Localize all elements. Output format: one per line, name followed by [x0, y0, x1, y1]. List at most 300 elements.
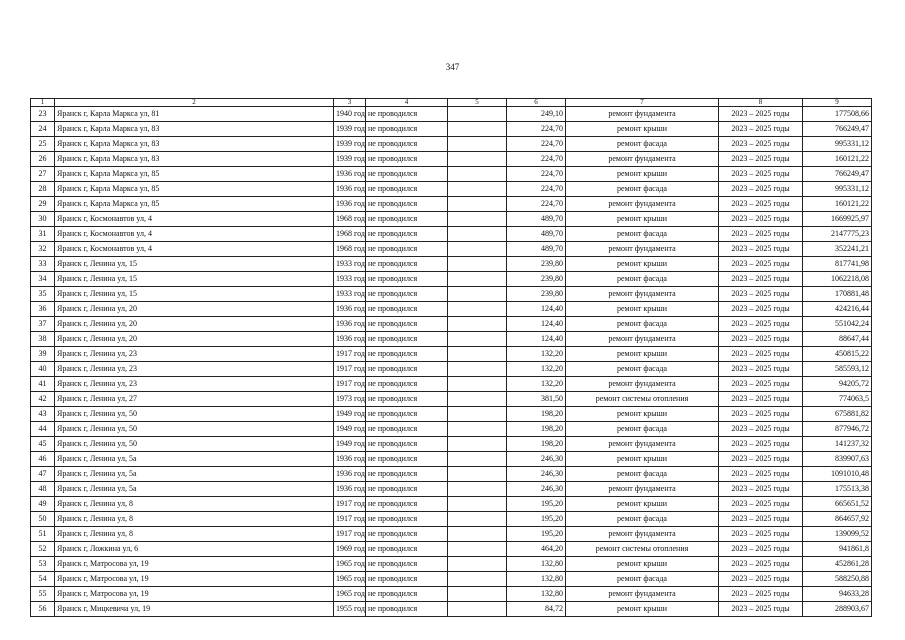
cost-cell: 551042,24: [803, 317, 872, 332]
table-row: [31, 407, 872, 422]
last-repair-cell: не проводился: [366, 452, 448, 467]
empty-cell: [448, 227, 507, 242]
address-cell: Яранск г, Ленина ул, 27: [55, 392, 334, 407]
address-cell: Яранск г, Карла Маркса ул, 85: [55, 167, 334, 182]
address-cell: Яранск г, Ленина ул, 5а: [55, 467, 334, 482]
area-cell: 224,70: [507, 182, 566, 197]
work-type-cell: ремонт фасада: [566, 137, 719, 152]
build-year-cell: 1917 год: [334, 497, 366, 512]
build-year-cell: 1939 год: [334, 122, 366, 137]
column-number: 4: [366, 99, 448, 107]
cost-cell: 766249,47: [803, 122, 872, 137]
address-cell: Яранск г, Карла Маркса ул, 85: [55, 197, 334, 212]
work-type-cell: ремонт фундамента: [566, 152, 719, 167]
table-row: [31, 257, 872, 272]
cost-cell: 2147775,23: [803, 227, 872, 242]
last-repair-cell: не проводился: [366, 347, 448, 362]
period-cell: 2023 – 2025 годы: [719, 407, 803, 422]
table-row: [31, 332, 872, 347]
period-cell: 2023 – 2025 годы: [719, 392, 803, 407]
cost-cell: 352241,21: [803, 242, 872, 257]
column-number: 6: [507, 99, 566, 107]
period-cell: 2023 – 2025 годы: [719, 362, 803, 377]
work-type-cell: ремонт крыши: [566, 497, 719, 512]
column-number-row: [31, 99, 872, 107]
build-year-cell: 1936 год: [334, 467, 366, 482]
address-cell: Яранск г, Мицкевича ул, 19: [55, 602, 334, 617]
last-repair-cell: не проводился: [366, 467, 448, 482]
cost-cell: 94633,28: [803, 587, 872, 602]
work-type-cell: ремонт крыши: [566, 302, 719, 317]
empty-cell: [448, 347, 507, 362]
area-cell: 224,70: [507, 152, 566, 167]
row-number-cell: 52: [31, 542, 55, 557]
column-number: 2: [55, 99, 334, 107]
area-cell: 381,50: [507, 392, 566, 407]
build-year-cell: 1936 год: [334, 197, 366, 212]
cost-cell: 94205,72: [803, 377, 872, 392]
address-cell: Яранск г, Карла Маркса ул, 83: [55, 137, 334, 152]
empty-cell: [448, 182, 507, 197]
row-number-cell: 36: [31, 302, 55, 317]
last-repair-cell: не проводился: [366, 302, 448, 317]
period-cell: 2023 – 2025 годы: [719, 287, 803, 302]
table-row: [31, 287, 872, 302]
period-cell: 2023 – 2025 годы: [719, 542, 803, 557]
row-number-cell: 28: [31, 182, 55, 197]
work-type-cell: ремонт крыши: [566, 167, 719, 182]
row-number-cell: 29: [31, 197, 55, 212]
build-year-cell: 1917 год: [334, 362, 366, 377]
last-repair-cell: не проводился: [366, 242, 448, 257]
area-cell: 239,80: [507, 272, 566, 287]
area-cell: 239,80: [507, 257, 566, 272]
build-year-cell: 1949 год: [334, 407, 366, 422]
row-number-cell: 27: [31, 167, 55, 182]
cost-cell: 141237,32: [803, 437, 872, 452]
work-type-cell: ремонт фундамента: [566, 107, 719, 122]
area-cell: 132,80: [507, 587, 566, 602]
column-number: 8: [719, 99, 803, 107]
period-cell: 2023 – 2025 годы: [719, 347, 803, 362]
work-type-cell: ремонт крыши: [566, 557, 719, 572]
period-cell: 2023 – 2025 годы: [719, 272, 803, 287]
address-cell: Яранск г, Ленина ул, 20: [55, 317, 334, 332]
last-repair-cell: не проводился: [366, 287, 448, 302]
build-year-cell: 1965 год: [334, 572, 366, 587]
empty-cell: [448, 137, 507, 152]
last-repair-cell: не проводился: [366, 482, 448, 497]
build-year-cell: 1939 год: [334, 137, 366, 152]
table-row: [31, 452, 872, 467]
area-cell: 224,70: [507, 137, 566, 152]
work-type-cell: ремонт фасада: [566, 227, 719, 242]
work-type-cell: ремонт фасада: [566, 572, 719, 587]
work-type-cell: ремонт системы отопления: [566, 542, 719, 557]
row-number-cell: 31: [31, 227, 55, 242]
period-cell: 2023 – 2025 годы: [719, 227, 803, 242]
work-type-cell: ремонт системы отопления: [566, 392, 719, 407]
row-number-cell: 51: [31, 527, 55, 542]
area-cell: 132,20: [507, 362, 566, 377]
address-cell: Яранск г, Матросова ул, 19: [55, 572, 334, 587]
period-cell: 2023 – 2025 годы: [719, 137, 803, 152]
period-cell: 2023 – 2025 годы: [719, 167, 803, 182]
row-number-cell: 38: [31, 332, 55, 347]
work-type-cell: ремонт фундамента: [566, 287, 719, 302]
area-cell: 124,40: [507, 332, 566, 347]
table-row: [31, 197, 872, 212]
cost-cell: 175513,38: [803, 482, 872, 497]
period-cell: 2023 – 2025 годы: [719, 257, 803, 272]
table-row: [31, 122, 872, 137]
work-type-cell: ремонт крыши: [566, 602, 719, 617]
empty-cell: [448, 437, 507, 452]
row-number-cell: 56: [31, 602, 55, 617]
last-repair-cell: не проводился: [366, 407, 448, 422]
empty-cell: [448, 542, 507, 557]
row-number-cell: 34: [31, 272, 55, 287]
column-number: 9: [803, 99, 872, 107]
area-cell: 224,70: [507, 167, 566, 182]
last-repair-cell: не проводился: [366, 437, 448, 452]
work-type-cell: ремонт фасада: [566, 512, 719, 527]
last-repair-cell: не проводился: [366, 362, 448, 377]
area-cell: 124,40: [507, 317, 566, 332]
address-cell: Яранск г, Ленина ул, 5а: [55, 452, 334, 467]
table-row: [31, 242, 872, 257]
build-year-cell: 1939 год: [334, 152, 366, 167]
column-number: 3: [334, 99, 366, 107]
last-repair-cell: не проводился: [366, 152, 448, 167]
address-cell: Яранск г, Ленина ул, 8: [55, 512, 334, 527]
table-row: [31, 152, 872, 167]
address-cell: Яранск г, Ложкина ул, 6: [55, 542, 334, 557]
row-number-cell: 32: [31, 242, 55, 257]
table-row: [31, 602, 872, 617]
cost-cell: 1062218,08: [803, 272, 872, 287]
last-repair-cell: не проводился: [366, 212, 448, 227]
build-year-cell: 1965 год: [334, 557, 366, 572]
column-number: 7: [566, 99, 719, 107]
cost-cell: 864657,92: [803, 512, 872, 527]
address-cell: Яранск г, Карла Маркса ул, 83: [55, 122, 334, 137]
period-cell: 2023 – 2025 годы: [719, 437, 803, 452]
address-cell: Яранск г, Ленина ул, 50: [55, 437, 334, 452]
area-cell: 246,30: [507, 482, 566, 497]
period-cell: 2023 – 2025 годы: [719, 467, 803, 482]
address-cell: Яранск г, Ленина ул, 20: [55, 332, 334, 347]
work-type-cell: ремонт крыши: [566, 407, 719, 422]
empty-cell: [448, 122, 507, 137]
period-cell: 2023 – 2025 годы: [719, 317, 803, 332]
period-cell: 2023 – 2025 годы: [719, 497, 803, 512]
period-cell: 2023 – 2025 годы: [719, 527, 803, 542]
work-type-cell: ремонт фасада: [566, 422, 719, 437]
empty-cell: [448, 467, 507, 482]
address-cell: Яранск г, Ленина ул, 23: [55, 347, 334, 362]
area-cell: 239,80: [507, 287, 566, 302]
empty-cell: [448, 287, 507, 302]
work-type-cell: ремонт фундамента: [566, 482, 719, 497]
period-cell: 2023 – 2025 годы: [719, 482, 803, 497]
table-row: [31, 497, 872, 512]
address-cell: Яранск г, Ленина ул, 50: [55, 422, 334, 437]
address-cell: Яранск г, Ленина ул, 20: [55, 302, 334, 317]
row-number-cell: 41: [31, 377, 55, 392]
work-type-cell: ремонт крыши: [566, 257, 719, 272]
build-year-cell: 1933 год: [334, 257, 366, 272]
cost-cell: 450815,22: [803, 347, 872, 362]
build-year-cell: 1936 год: [334, 452, 366, 467]
cost-cell: 424216,44: [803, 302, 872, 317]
address-cell: Яранск г, Матросова ул, 19: [55, 587, 334, 602]
housing-repair-table: [30, 98, 872, 617]
work-type-cell: ремонт фундамента: [566, 377, 719, 392]
last-repair-cell: не проводился: [366, 182, 448, 197]
table-row: [31, 527, 872, 542]
row-number-cell: 53: [31, 557, 55, 572]
cost-cell: 1669925,97: [803, 212, 872, 227]
build-year-cell: 1955 год: [334, 602, 366, 617]
empty-cell: [448, 332, 507, 347]
work-type-cell: ремонт крыши: [566, 347, 719, 362]
empty-cell: [448, 587, 507, 602]
build-year-cell: 1940 год: [334, 107, 366, 122]
build-year-cell: 1936 год: [334, 167, 366, 182]
last-repair-cell: не проводился: [366, 512, 448, 527]
address-cell: Яранск г, Карла Маркса ул, 83: [55, 152, 334, 167]
build-year-cell: 1936 год: [334, 332, 366, 347]
build-year-cell: 1968 год: [334, 212, 366, 227]
address-cell: Яранск г, Ленина ул, 8: [55, 497, 334, 512]
row-number-cell: 42: [31, 392, 55, 407]
cost-cell: 941861,8: [803, 542, 872, 557]
cost-cell: 877946,72: [803, 422, 872, 437]
empty-cell: [448, 197, 507, 212]
period-cell: 2023 – 2025 годы: [719, 122, 803, 137]
area-cell: 224,70: [507, 122, 566, 137]
empty-cell: [448, 527, 507, 542]
cost-cell: 675881,82: [803, 407, 872, 422]
empty-cell: [448, 257, 507, 272]
cost-cell: 774063,5: [803, 392, 872, 407]
address-cell: Яранск г, Космонавтов ул, 4: [55, 242, 334, 257]
table-row: [31, 137, 872, 152]
address-cell: Яранск г, Карла Маркса ул, 81: [55, 107, 334, 122]
last-repair-cell: не проводился: [366, 197, 448, 212]
cost-cell: 170881,48: [803, 287, 872, 302]
period-cell: 2023 – 2025 годы: [719, 302, 803, 317]
build-year-cell: 1968 год: [334, 227, 366, 242]
empty-cell: [448, 362, 507, 377]
cost-cell: 160121,22: [803, 152, 872, 167]
table-row: [31, 167, 872, 182]
period-cell: 2023 – 2025 годы: [719, 212, 803, 227]
address-cell: Яранск г, Ленина ул, 15: [55, 272, 334, 287]
table-row: [31, 182, 872, 197]
area-cell: 124,40: [507, 302, 566, 317]
area-cell: 132,80: [507, 572, 566, 587]
last-repair-cell: не проводился: [366, 332, 448, 347]
work-type-cell: ремонт фасада: [566, 182, 719, 197]
address-cell: Яранск г, Ленина ул, 5а: [55, 482, 334, 497]
period-cell: 2023 – 2025 годы: [719, 557, 803, 572]
area-cell: 489,70: [507, 212, 566, 227]
empty-cell: [448, 422, 507, 437]
area-cell: 246,30: [507, 467, 566, 482]
row-number-cell: 25: [31, 137, 55, 152]
area-cell: 246,30: [507, 452, 566, 467]
last-repair-cell: не проводился: [366, 227, 448, 242]
area-cell: 198,20: [507, 437, 566, 452]
build-year-cell: 1949 год: [334, 437, 366, 452]
area-cell: 132,20: [507, 347, 566, 362]
area-cell: 198,20: [507, 407, 566, 422]
cost-cell: 766249,47: [803, 167, 872, 182]
work-type-cell: ремонт крыши: [566, 122, 719, 137]
area-cell: 195,20: [507, 527, 566, 542]
row-number-cell: 23: [31, 107, 55, 122]
table-row: [31, 572, 872, 587]
last-repair-cell: не проводился: [366, 392, 448, 407]
period-cell: 2023 – 2025 годы: [719, 242, 803, 257]
cost-cell: 452861,28: [803, 557, 872, 572]
row-number-cell: 48: [31, 482, 55, 497]
build-year-cell: 1968 год: [334, 242, 366, 257]
period-cell: 2023 – 2025 годы: [719, 377, 803, 392]
empty-cell: [448, 497, 507, 512]
cost-cell: 665651,52: [803, 497, 872, 512]
cost-cell: 817741,98: [803, 257, 872, 272]
empty-cell: [448, 242, 507, 257]
row-number-cell: 24: [31, 122, 55, 137]
area-cell: 195,20: [507, 497, 566, 512]
table-row: [31, 557, 872, 572]
address-cell: Яранск г, Карла Маркса ул, 85: [55, 182, 334, 197]
cost-cell: 995331,12: [803, 182, 872, 197]
cost-cell: 1091010,48: [803, 467, 872, 482]
empty-cell: [448, 377, 507, 392]
empty-cell: [448, 557, 507, 572]
area-cell: 132,80: [507, 557, 566, 572]
period-cell: 2023 – 2025 годы: [719, 452, 803, 467]
last-repair-cell: не проводился: [366, 497, 448, 512]
empty-cell: [448, 452, 507, 467]
last-repair-cell: не проводился: [366, 542, 448, 557]
area-cell: 198,20: [507, 422, 566, 437]
build-year-cell: 1936 год: [334, 302, 366, 317]
last-repair-cell: не проводился: [366, 122, 448, 137]
area-cell: 249,10: [507, 107, 566, 122]
column-number: 5: [448, 99, 507, 107]
last-repair-cell: не проводился: [366, 272, 448, 287]
work-type-cell: ремонт фундамента: [566, 332, 719, 347]
last-repair-cell: не проводился: [366, 317, 448, 332]
row-number-cell: 37: [31, 317, 55, 332]
cost-cell: 288903,67: [803, 602, 872, 617]
empty-cell: [448, 512, 507, 527]
address-cell: Яранск г, Ленина ул, 50: [55, 407, 334, 422]
area-cell: 224,70: [507, 197, 566, 212]
last-repair-cell: не проводился: [366, 257, 448, 272]
row-number-cell: 46: [31, 452, 55, 467]
last-repair-cell: не проводился: [366, 167, 448, 182]
row-number-cell: 43: [31, 407, 55, 422]
period-cell: 2023 – 2025 годы: [719, 197, 803, 212]
build-year-cell: 1936 год: [334, 182, 366, 197]
empty-cell: [448, 152, 507, 167]
last-repair-cell: не проводился: [366, 527, 448, 542]
row-number-cell: 47: [31, 467, 55, 482]
cost-cell: 139099,52: [803, 527, 872, 542]
table-row: [31, 317, 872, 332]
table-row: [31, 227, 872, 242]
table-row: [31, 587, 872, 602]
work-type-cell: ремонт фундамента: [566, 587, 719, 602]
address-cell: Яранск г, Ленина ул, 15: [55, 287, 334, 302]
row-number-cell: 44: [31, 422, 55, 437]
work-type-cell: ремонт фундамента: [566, 527, 719, 542]
address-cell: Яранск г, Космонавтов ул, 4: [55, 227, 334, 242]
row-number-cell: 40: [31, 362, 55, 377]
table-row: [31, 437, 872, 452]
last-repair-cell: не проводился: [366, 137, 448, 152]
table-row: [31, 362, 872, 377]
build-year-cell: 1933 год: [334, 287, 366, 302]
table-row: [31, 392, 872, 407]
build-year-cell: 1949 год: [334, 422, 366, 437]
row-number-cell: 54: [31, 572, 55, 587]
table-row: [31, 377, 872, 392]
address-cell: Яранск г, Космонавтов ул, 4: [55, 212, 334, 227]
period-cell: 2023 – 2025 годы: [719, 422, 803, 437]
area-cell: 132,20: [507, 377, 566, 392]
work-type-cell: ремонт фасада: [566, 467, 719, 482]
empty-cell: [448, 107, 507, 122]
area-cell: 464,20: [507, 542, 566, 557]
empty-cell: [448, 392, 507, 407]
build-year-cell: 1936 год: [334, 482, 366, 497]
table-row: [31, 107, 872, 122]
work-type-cell: ремонт крыши: [566, 452, 719, 467]
address-cell: Яранск г, Матросова ул, 19: [55, 557, 334, 572]
empty-cell: [448, 212, 507, 227]
work-type-cell: ремонт фундамента: [566, 437, 719, 452]
cost-cell: 588250,88: [803, 572, 872, 587]
build-year-cell: 1917 год: [334, 527, 366, 542]
empty-cell: [448, 572, 507, 587]
address-cell: Яранск г, Ленина ул, 23: [55, 377, 334, 392]
cost-cell: 160121,22: [803, 197, 872, 212]
period-cell: 2023 – 2025 годы: [719, 512, 803, 527]
table-row: [31, 302, 872, 317]
row-number-cell: 39: [31, 347, 55, 362]
build-year-cell: 1969 год: [334, 542, 366, 557]
build-year-cell: 1933 год: [334, 272, 366, 287]
work-type-cell: ремонт фундамента: [566, 197, 719, 212]
build-year-cell: 1965 год: [334, 587, 366, 602]
empty-cell: [448, 302, 507, 317]
empty-cell: [448, 482, 507, 497]
row-number-cell: 49: [31, 497, 55, 512]
cost-cell: 585593,12: [803, 362, 872, 377]
build-year-cell: 1917 год: [334, 347, 366, 362]
last-repair-cell: не проводился: [366, 557, 448, 572]
empty-cell: [448, 272, 507, 287]
cost-cell: 839907,63: [803, 452, 872, 467]
page-number: 347: [445, 62, 460, 72]
